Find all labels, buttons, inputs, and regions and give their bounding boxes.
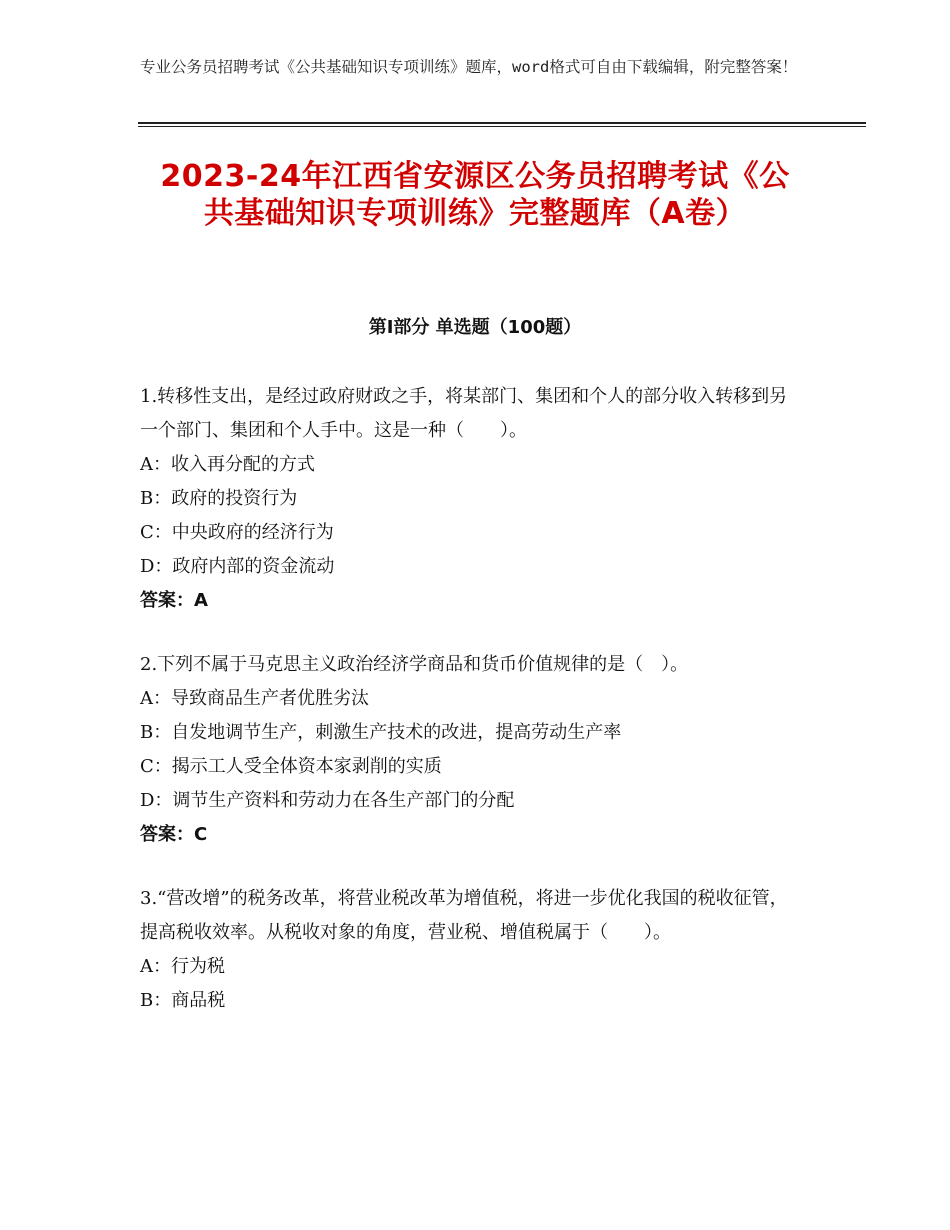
question-1 bbox=[140, 380, 800, 618]
question-stem: 1.转移性支出，是经过政府财政之手，将某部门、集团和个人的部分收入转移到另一个部门、集团和个人手中。这是一种（ ）。 bbox=[140, 386, 788, 441]
section-title: 第Ⅰ部分 单选题（100题） bbox=[368, 317, 582, 338]
option-a: A：行为税 bbox=[140, 956, 225, 977]
option-b: B：政府的投资行为 bbox=[140, 488, 298, 509]
header-rule-thin bbox=[138, 126, 866, 127]
option-c: C：中央政府的经济行为 bbox=[140, 522, 334, 543]
option-d: D：政府内部的资金流动 bbox=[140, 556, 335, 577]
option-b: B：自发地调节生产，刺激生产技术的改进，提高劳动生产率 bbox=[140, 722, 622, 743]
option-c: C：揭示工人受全体资本家剥削的实质 bbox=[140, 756, 442, 777]
option-a: A：收入再分配的方式 bbox=[140, 454, 315, 475]
question-list bbox=[140, 380, 800, 1048]
option-a: A：导致商品生产者优胜劣汰 bbox=[140, 688, 369, 709]
option-b: B：商品税 bbox=[140, 990, 226, 1011]
header-note: 专业公务员招聘考试《公共基础知识专项训练》题库，word格式可自由下载编辑，附完整答案！ bbox=[140, 58, 798, 76]
option-d: D：调节生产资料和劳动力在各生产部门的分配 bbox=[140, 790, 515, 811]
header-rule-thick bbox=[138, 122, 866, 124]
answer: 答案：C bbox=[140, 824, 208, 845]
document-title: 2023-24年江西省安源区公务员招聘考试《公共基础知识专项训练》完整题库（A卷） bbox=[160, 159, 790, 231]
answer: 答案：A bbox=[140, 590, 208, 611]
question-stem: 3.“营改增”的税务改革，将营业税改革为增值税，将进一步优化我国的税收征管，提高税收效率。从税收对象的角度，营业税、增值税属于（ ）。 bbox=[140, 888, 788, 943]
question-2 bbox=[140, 648, 800, 852]
question-3 bbox=[140, 882, 800, 1018]
question-stem: 2.下列不属于马克思主义政治经济学商品和货币价值规律的是（ ）。 bbox=[140, 654, 689, 675]
